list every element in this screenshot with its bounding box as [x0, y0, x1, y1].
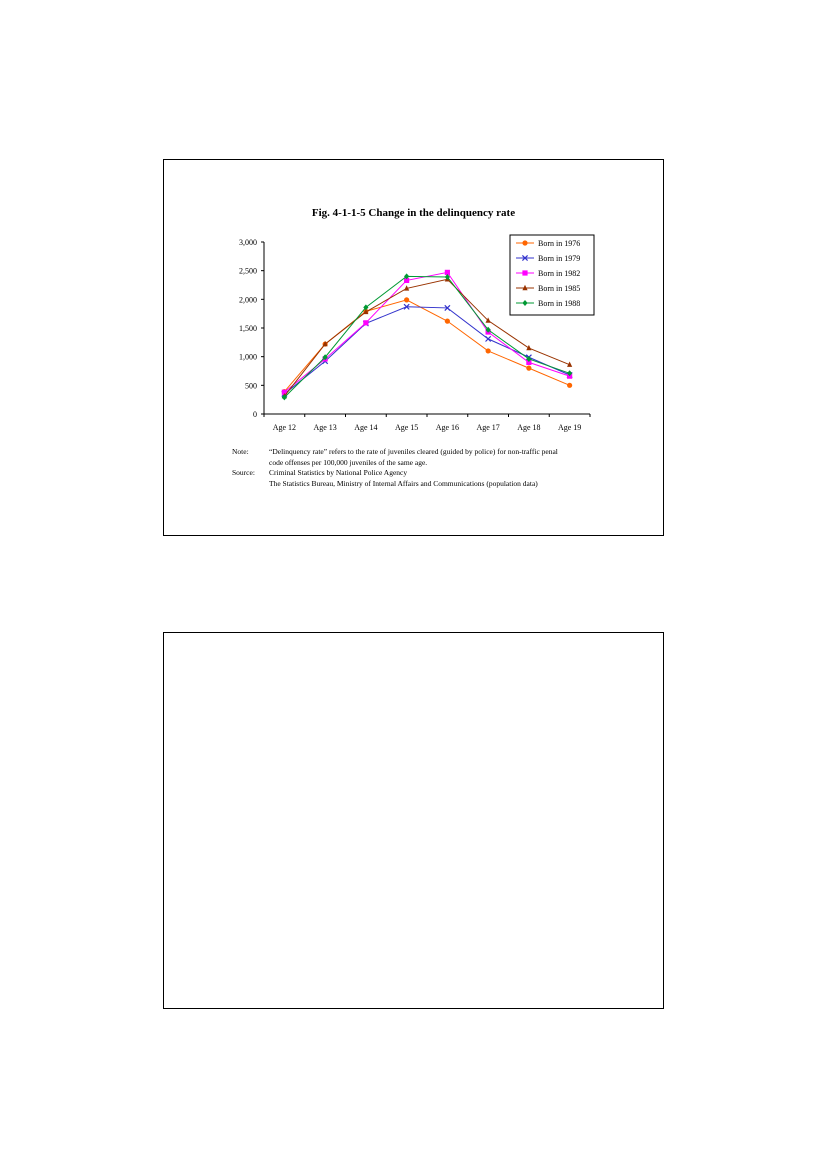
chart-title: Fig. 4-1-1-5 Change in the delinquency rate: [311, 207, 516, 219]
data-point-2: [486, 336, 491, 341]
figure-notes: [232, 447, 602, 489]
source-text-line-1: Criminal Statistics by National Police Agency: [269, 468, 408, 477]
note-text-line-2: code offenses per 100,000 juveniles of the same age.: [269, 457, 428, 467]
note-text-line-1: “Delinquency rate” refers to the rate of juveniles cleared (guided by police) for non-traffic penal: [269, 447, 558, 456]
figure-panel: [163, 159, 664, 536]
data-point-1: [404, 297, 409, 302]
source-label: Source:: [232, 468, 255, 477]
legend-marker: [522, 240, 527, 245]
y-tick-label: 500: [245, 381, 257, 391]
source-text: [269, 468, 602, 489]
legend-marker: [522, 270, 527, 275]
y-tick-label: 1,500: [239, 324, 257, 333]
legend-label: Born in 1976: [538, 239, 581, 248]
legend-label: Born in 1982: [538, 269, 581, 278]
x-tick-label: Age 15: [394, 423, 419, 432]
x-tick-label: Age 12: [272, 423, 297, 432]
data-point-1: [445, 319, 450, 324]
x-tick-label: Age 17: [476, 423, 500, 432]
x-tick-label: Age 14: [354, 423, 378, 432]
x-tick-label: Age 13: [313, 423, 337, 432]
x-tick-label: Age 18: [517, 423, 541, 432]
legend-label: Born in 1988: [538, 299, 581, 308]
note-label: Note:: [232, 447, 249, 456]
data-point-1: [567, 383, 572, 388]
y-tick-label: 2,500: [239, 266, 257, 276]
data-point-3: [363, 320, 368, 325]
y-tick-label: 0: [253, 410, 257, 419]
data-point-1: [486, 348, 491, 353]
empty-panel: [163, 632, 664, 1009]
data-point-4: [526, 345, 531, 350]
legend-label: Born in 1985: [538, 284, 581, 293]
y-tick-label: 2,000: [239, 295, 257, 305]
x-tick-label: Age 19: [557, 423, 582, 432]
legend-label: Born in 1979: [538, 254, 581, 263]
data-point-1: [526, 366, 531, 371]
series-line-2: [284, 307, 569, 394]
x-tick-label: Age 16: [435, 423, 460, 432]
y-tick-label: 3,000: [239, 238, 257, 247]
note-text: [269, 447, 602, 468]
y-tick-label: 1,000: [239, 352, 257, 362]
source-text-line-2: The Statistics Bureau, Ministry of Internal Affairs and Communications (population data): [269, 478, 538, 488]
